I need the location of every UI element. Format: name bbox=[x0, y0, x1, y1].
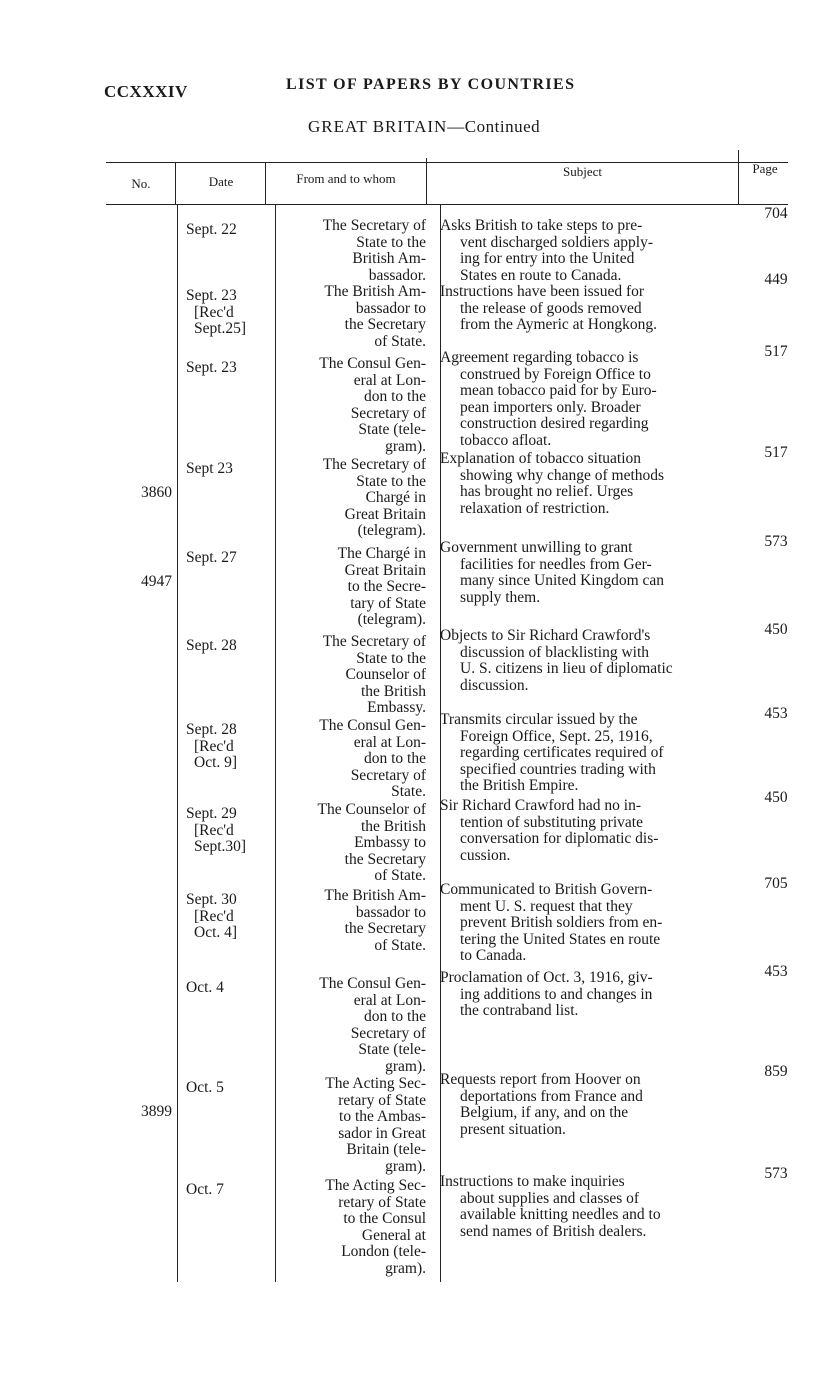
entry-date bbox=[186, 550, 278, 567]
entry-from-to bbox=[278, 976, 426, 1076]
entry-from-to-line: State to the bbox=[356, 472, 426, 490]
entry-subject-line: deportations from France and bbox=[460, 1087, 643, 1105]
entry-subject bbox=[440, 1072, 738, 1138]
entry-from-to-line: the British bbox=[360, 682, 426, 700]
entry-from-to-line: The British Am- bbox=[324, 887, 426, 904]
entry-date-line: [Rec'd bbox=[194, 821, 234, 839]
entry-from-to-line: retary of State bbox=[338, 1091, 426, 1109]
entry-page: 450 bbox=[764, 621, 788, 638]
entry-subject-line: Belgium, if any, and on the bbox=[460, 1104, 629, 1122]
entry-from-to-line: The Secretary of bbox=[322, 633, 426, 650]
entry-subject bbox=[440, 970, 738, 1020]
entry-subject-line: discussion. bbox=[460, 676, 529, 694]
entry-subject-line: ing for entry into the United bbox=[460, 250, 635, 268]
column-header-date: Date bbox=[208, 174, 234, 189]
entry-date bbox=[186, 1182, 278, 1199]
entry-date bbox=[186, 980, 278, 997]
entry-page: 859 bbox=[764, 1063, 788, 1080]
entry-date bbox=[186, 638, 278, 655]
entry-subject-line: pean importers only. Broader bbox=[460, 398, 641, 416]
entry-from-to-line: The British Am- bbox=[324, 283, 426, 300]
entry-from-to-line: The Acting Sec- bbox=[325, 1075, 426, 1092]
entry-from-to-line: to the Ambas- bbox=[339, 1108, 426, 1126]
entry-from-to-line: gram). bbox=[385, 1057, 426, 1075]
section-subtitle bbox=[308, 117, 540, 137]
entry-date bbox=[186, 360, 278, 377]
entry-from-to-line: retary of State bbox=[338, 1193, 426, 1211]
entry-from-to-line: Secretary of bbox=[350, 766, 426, 784]
entry-from-to-line: Chargé in bbox=[365, 489, 426, 507]
entry-from-to-line: The Secretary of bbox=[322, 456, 426, 473]
entry-subject-line: the contraband list. bbox=[460, 1002, 579, 1020]
entry-from-to bbox=[278, 888, 426, 954]
table-top-rule bbox=[106, 162, 788, 163]
entry-from-to-line: to the Consul bbox=[343, 1210, 426, 1228]
entry-from-to-line: sador in Great bbox=[338, 1124, 426, 1142]
entry-subject-line: prevent British soldiers from en- bbox=[460, 914, 663, 932]
entry-from-to bbox=[278, 218, 426, 284]
entry-date-line: [Rec'd bbox=[194, 303, 234, 321]
entry-date-line: Sept.25] bbox=[194, 320, 247, 338]
entry-subject-line: Communicated to British Govern- bbox=[440, 881, 653, 898]
entry-from-to-line: don to the bbox=[364, 1008, 426, 1026]
entry-page: 517 bbox=[764, 343, 788, 360]
entry-subject-line: tention of substituting private bbox=[460, 813, 643, 831]
entry-from-to-line: gram). bbox=[385, 437, 426, 455]
entry-from-to-line: gram). bbox=[385, 1157, 426, 1175]
entry-subject-line: ing additions to and changes in bbox=[460, 985, 653, 1003]
entry-subject bbox=[440, 218, 738, 284]
entry-from-to-line: eral at Lon- bbox=[353, 991, 426, 1009]
entry-subject-line: Objects to Sir Richard Crawford's bbox=[440, 627, 651, 644]
entry-subject-line: construed by Foreign Office to bbox=[460, 365, 651, 383]
entry-subject-line: the British Empire. bbox=[460, 777, 579, 795]
entry-date-line: Sept. 23 bbox=[186, 359, 237, 376]
entry-subject-line: Government unwilling to grant bbox=[440, 539, 633, 556]
entry-subject bbox=[440, 350, 738, 450]
column-header-subject: Subject bbox=[563, 164, 602, 179]
entry-subject-line: Sir Richard Crawford had no in- bbox=[440, 797, 642, 814]
entry-from-to-line: of State. bbox=[374, 867, 426, 885]
entry-page: 573 bbox=[764, 1165, 788, 1182]
entry-date-line: Sept. 27 bbox=[186, 549, 237, 566]
entry-from-to-line: eral at Lon- bbox=[353, 733, 426, 751]
entry-from-to-line: gram). bbox=[385, 1259, 426, 1277]
entry-subject-line: Proclamation of Oct. 3, 1916, giv- bbox=[440, 969, 653, 986]
entry-date-line: Sept. 30 bbox=[186, 891, 237, 908]
column-header-page: Page bbox=[752, 161, 778, 176]
entry-from-to-line: bassador. bbox=[368, 266, 426, 284]
entry-from-to bbox=[278, 634, 426, 717]
entry-subject-line: vent discharged soldiers apply- bbox=[460, 233, 653, 251]
entry-date-line: Sept. 29 bbox=[186, 805, 237, 822]
entry-from-to-line: the British bbox=[360, 817, 426, 835]
entry-from-to-line: London (tele- bbox=[341, 1243, 426, 1261]
entry-subject-line: specified countries trading with bbox=[460, 760, 656, 778]
entry-from-to bbox=[278, 356, 426, 456]
entry-from-to-line: the Secretary bbox=[344, 850, 426, 868]
entry-from-to-line: General at bbox=[361, 1226, 426, 1244]
entry-subject-line: tering the United States en route bbox=[460, 930, 661, 948]
entry-subject-line: Requests report from Hoover on bbox=[440, 1071, 641, 1088]
entry-from-to-line: eral at Lon- bbox=[353, 371, 426, 389]
entry-from-to-line: bassador to bbox=[355, 903, 426, 921]
entry-subject-line: tobacco afloat. bbox=[460, 431, 552, 449]
entry-date-line: Oct. 4 bbox=[186, 979, 224, 996]
continued-label: —Continued bbox=[447, 117, 541, 136]
entry-from-to-line: The Counselor of bbox=[317, 801, 426, 818]
entry-from-to bbox=[278, 802, 426, 885]
entry-page: 704 bbox=[764, 205, 788, 222]
entry-date-line: Sept.30] bbox=[194, 838, 247, 856]
entry-subject-line: Foreign Office, Sept. 25, 1916, bbox=[460, 727, 653, 745]
entry-subject bbox=[440, 1174, 738, 1240]
entry-number: 4947 bbox=[141, 573, 172, 590]
entry-subject-line: has brought no relief. Urges bbox=[460, 483, 634, 501]
entry-from-to-line: Secretary of bbox=[350, 1024, 426, 1042]
entry-from-to-line: The Consul Gen- bbox=[319, 975, 426, 992]
entry-date-line: Sept. 28 bbox=[186, 721, 237, 738]
entry-subject-line: U. S. citizens in lieu of diplomatic bbox=[460, 660, 673, 678]
entry-from-to-line: The Acting Sec- bbox=[325, 1177, 426, 1194]
entry-subject-line: the release of goods removed bbox=[460, 299, 642, 317]
entry-subject-line: supply them. bbox=[460, 588, 541, 606]
entry-date-line: [Rec'd bbox=[194, 737, 234, 755]
entry-from-to-line: don to the bbox=[364, 388, 426, 406]
entry-subject-line: Transmits circular issued by the bbox=[440, 711, 638, 728]
entry-subject-line: regarding certificates required of bbox=[460, 744, 664, 762]
entry-from-to-line: Secretary of bbox=[350, 404, 426, 422]
entry-subject bbox=[440, 628, 738, 694]
entry-subject bbox=[440, 284, 738, 334]
entry-from-to-line: Great Britain bbox=[344, 505, 426, 523]
running-title: LIST OF PAPERS BY COUNTRIES bbox=[286, 76, 576, 93]
country-name: GREAT BRITAIN bbox=[308, 117, 448, 136]
entry-from-to-line: the Secretary bbox=[344, 920, 426, 938]
entry-date-line: Sept. 23 bbox=[186, 287, 237, 304]
entry-subject-line: many since United Kingdom can bbox=[460, 572, 665, 590]
entry-subject-line: Instructions to make inquiries bbox=[440, 1173, 625, 1190]
entry-date-line: Sept. 28 bbox=[186, 637, 237, 654]
entry-from-to-line: tary of State bbox=[350, 594, 426, 612]
entry-subject-line: facilities for needles from Ger- bbox=[460, 555, 652, 573]
entry-subject-line: relaxation of restriction. bbox=[460, 499, 610, 517]
entry-subject-line: showing why change of methods bbox=[460, 466, 665, 484]
entry-from-to-line: The Consul Gen- bbox=[319, 717, 426, 734]
entry-subject bbox=[440, 798, 738, 864]
entry-from-to bbox=[278, 1076, 426, 1176]
entry-from-to-line: (telegram). bbox=[357, 522, 426, 540]
entry-from-to-line: State. bbox=[391, 783, 426, 801]
entry-subject bbox=[440, 451, 738, 517]
entry-from-to-line: British Am- bbox=[352, 250, 426, 268]
entry-from-to-line: bassador to bbox=[355, 299, 426, 317]
entry-from-to-line: State to the bbox=[356, 233, 426, 251]
entry-date bbox=[186, 806, 278, 856]
entry-page: 453 bbox=[764, 705, 788, 722]
entry-page: 450 bbox=[764, 789, 788, 806]
entry-subject-line: from the Aymeric at Hongkong. bbox=[460, 316, 658, 334]
entry-subject-line: cussion. bbox=[460, 846, 511, 864]
entry-date-line: Sept. 22 bbox=[186, 221, 237, 238]
entry-date-line: Sept 23 bbox=[186, 460, 233, 477]
column-divider bbox=[177, 204, 178, 1282]
entry-page: 705 bbox=[764, 875, 788, 892]
column-header-no: No. bbox=[131, 176, 151, 191]
entry-subject-line: to Canada. bbox=[460, 947, 527, 965]
entry-from-to bbox=[278, 457, 426, 540]
entry-subject bbox=[440, 540, 738, 606]
entry-page: 453 bbox=[764, 963, 788, 980]
entry-from-to-line: (telegram). bbox=[357, 611, 426, 629]
entry-page: 573 bbox=[764, 533, 788, 550]
entry-subject-line: discussion of blacklisting with bbox=[460, 643, 650, 661]
entry-subject-line: construction desired regarding bbox=[460, 415, 649, 433]
entry-date bbox=[186, 288, 278, 338]
entry-from-to-line: the Secretary bbox=[344, 316, 426, 334]
entry-page: 517 bbox=[764, 444, 788, 461]
entry-from-to bbox=[278, 718, 426, 801]
column-header-from-to: From and to whom bbox=[296, 171, 396, 186]
entry-subject-line: present situation. bbox=[460, 1120, 566, 1138]
entry-subject-line: Asks British to take steps to pre- bbox=[440, 217, 643, 234]
entry-subject-line: ment U. S. request that they bbox=[460, 897, 633, 915]
entry-date-line: [Rec'd bbox=[194, 907, 234, 925]
entry-from-to-line: to the Secre- bbox=[347, 578, 426, 596]
entry-number: 3860 bbox=[141, 484, 172, 501]
entry-from-to-line: Counselor of bbox=[345, 666, 426, 684]
entry-from-to-line: State (tele- bbox=[358, 1041, 426, 1059]
entry-from-to-line: The Consul Gen- bbox=[319, 355, 426, 372]
table-header-rule bbox=[106, 204, 788, 205]
entry-from-to-line: The Chargé in bbox=[337, 545, 426, 562]
column-divider bbox=[738, 150, 739, 204]
entry-from-to-line: Embassy. bbox=[367, 699, 426, 717]
entry-subject-line: Instructions have been issued for bbox=[440, 283, 645, 300]
entry-from-to-line: State to the bbox=[356, 649, 426, 667]
entry-subject-line: about supplies and classes of bbox=[460, 1189, 640, 1207]
entry-date-line: Oct. 9] bbox=[194, 754, 238, 772]
entry-date-line: Oct. 4] bbox=[194, 924, 238, 942]
entry-page: 449 bbox=[764, 271, 788, 288]
entry-date bbox=[186, 1080, 278, 1097]
entry-from-to-line: of State. bbox=[374, 332, 426, 350]
entry-from-to-line: of State. bbox=[374, 936, 426, 954]
entry-from-to-line: State (tele- bbox=[358, 421, 426, 439]
page-roman-numeral: CCXXXIV bbox=[104, 82, 188, 101]
entry-subject-line: conversation for diplomatic dis- bbox=[460, 830, 659, 848]
entry-from-to-line: Embassy to bbox=[354, 834, 426, 852]
entry-subject-line: States en route to Canada. bbox=[460, 266, 622, 284]
entry-from-to bbox=[278, 1178, 426, 1278]
entry-from-to bbox=[278, 284, 426, 350]
entry-from-to-line: The Secretary of bbox=[322, 217, 426, 234]
entry-date bbox=[186, 722, 278, 772]
entry-date bbox=[186, 461, 278, 478]
entry-from-to bbox=[278, 546, 426, 629]
entry-number: 3899 bbox=[141, 1103, 172, 1120]
entry-from-to-line: Great Britain bbox=[344, 561, 426, 579]
entry-subject bbox=[440, 712, 738, 795]
entry-from-to-line: Britain (tele- bbox=[346, 1141, 426, 1159]
entry-subject-line: Agreement regarding tobacco is bbox=[440, 349, 639, 366]
entry-date-line: Oct. 5 bbox=[186, 1079, 224, 1096]
entry-subject-line: mean tobacco paid for by Euro- bbox=[460, 382, 657, 400]
entry-date bbox=[186, 222, 278, 239]
entry-date-line: Oct. 7 bbox=[186, 1181, 224, 1198]
entry-subject-line: send names of British dealers. bbox=[460, 1222, 647, 1240]
entry-subject-line: Explanation of tobacco situation bbox=[440, 450, 642, 467]
entry-from-to-line: don to the bbox=[364, 750, 426, 768]
entry-date bbox=[186, 892, 278, 942]
entry-subject bbox=[440, 882, 738, 965]
entry-subject-line: available knitting needles and to bbox=[460, 1206, 661, 1224]
